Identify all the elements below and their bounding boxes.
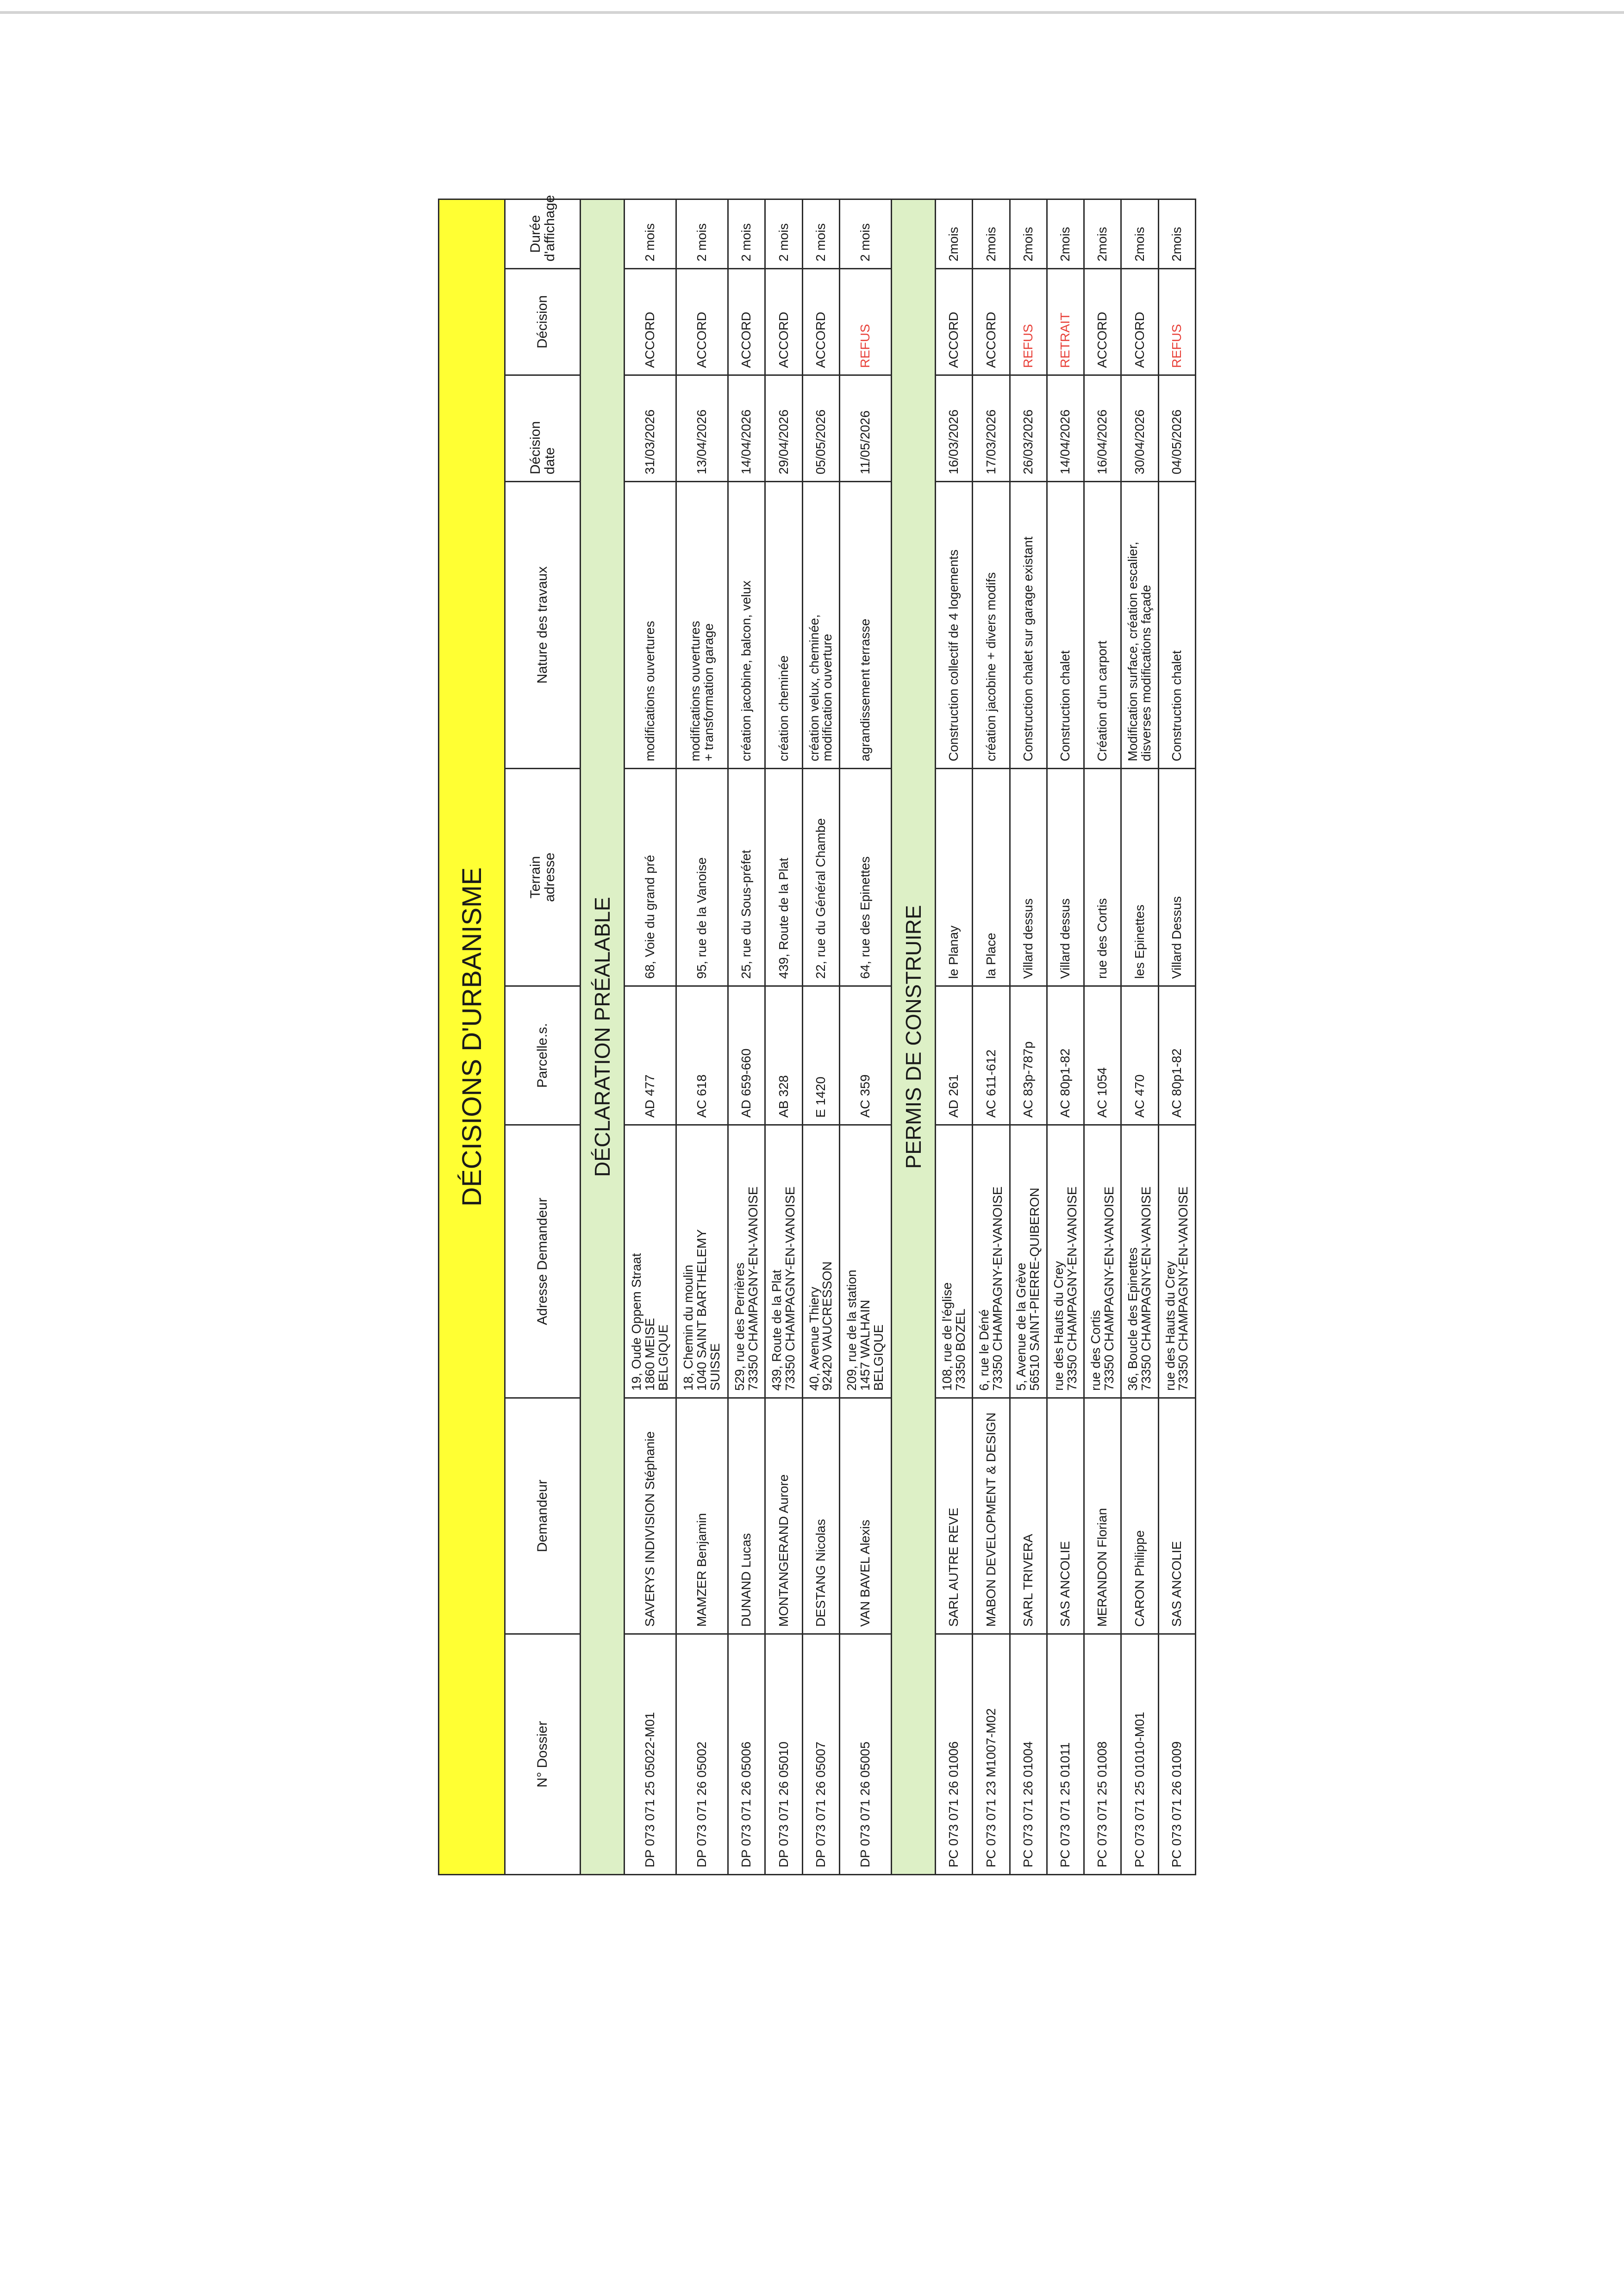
header-adresse: Adresse Demandeur [505, 1125, 581, 1398]
cell-nature: Construction collectif de 4 logements [936, 482, 973, 769]
cell-duree: 2 mois [840, 199, 892, 268]
cell-parcelles: AC 80p1-82 [1047, 986, 1084, 1125]
cell-parcelles: AC 80p1-82 [1158, 986, 1195, 1125]
header-nature: Nature des travaux [505, 482, 581, 769]
cell-parcelles: AC 470 [1121, 986, 1158, 1125]
cell-duree: 2 mois [765, 199, 802, 268]
table-row [676, 199, 728, 1874]
cell-date: 26/03/2026 [1010, 375, 1047, 482]
cell-demandeur: DUNAND Lucas [728, 1398, 765, 1634]
cell-adresse: 18, Chemin du moulin 1040 SAINT BARTHELEMY SUISSE [676, 1125, 728, 1398]
section-row [892, 199, 936, 1874]
cell-parcelles: E 1420 [802, 986, 839, 1125]
cell-dossier: PC 073 071 25 01010-M01 [1121, 1634, 1158, 1875]
cell-terrain: 95, rue de la Vanoise [676, 769, 728, 986]
cell-demandeur: SAS ANCOLIE [1158, 1398, 1195, 1634]
cell-demandeur: VAN BAVEL Alexis [840, 1398, 892, 1634]
cell-adresse: 5, Avenue de la Grève 56510 SAINT-PIERRE-QUIBERON [1010, 1125, 1047, 1398]
section-title: DÉCLARATION PRÉALABLE [581, 199, 625, 1874]
cell-terrain: le Planay [936, 769, 973, 986]
cell-nature: modifications ouvertures + transformation garage [676, 482, 728, 769]
table-row [936, 199, 973, 1874]
header-demandeur: Demandeur [505, 1398, 581, 1634]
cell-demandeur: MABON DEVELOPMENT & DESIGN [973, 1398, 1010, 1634]
cell-parcelles: AD 477 [625, 986, 676, 1125]
cell-terrain: 439, Route de la Plat [765, 769, 802, 986]
table-row [625, 199, 676, 1874]
cell-duree: 2mois [1121, 199, 1158, 268]
cell-dossier: DP 073 071 26 05006 [728, 1634, 765, 1875]
cell-decision: ACCORD [728, 269, 765, 375]
cell-date: 29/04/2026 [765, 375, 802, 482]
cell-demandeur: DESTANG Nicolas [802, 1398, 839, 1634]
cell-nature: création jacobine, balcon, velux [728, 482, 765, 769]
cell-adresse: 108, rue de l'église 73350 BOZEL [936, 1125, 973, 1398]
cell-nature: Construction chalet sur garage existant [1010, 482, 1047, 769]
cell-decision: ACCORD [973, 269, 1010, 375]
table-row [1084, 199, 1121, 1874]
table-row [1121, 199, 1158, 1874]
header-terrain: Terrain adresse [505, 769, 581, 986]
cell-parcelles: AC 1054 [1084, 986, 1121, 1125]
cell-parcelles: AB 328 [765, 986, 802, 1125]
table-row [973, 199, 1010, 1874]
cell-demandeur: CARON Philippe [1121, 1398, 1158, 1634]
cell-decision: ACCORD [1084, 269, 1121, 375]
cell-decision: ACCORD [765, 269, 802, 375]
cell-decision: ACCORD [936, 269, 973, 375]
cell-nature: Modification surface, création escalier, disverses modifications façade [1121, 482, 1158, 769]
cell-terrain: 22, rue du Général Chambe [802, 769, 839, 986]
cell-dossier: DP 073 071 26 05010 [765, 1634, 802, 1875]
cell-terrain: 68, Voie du grand pré [625, 769, 676, 986]
cell-demandeur: MERANDON Florian [1084, 1398, 1121, 1634]
cell-terrain: les Epinettes [1121, 769, 1158, 986]
cell-decision: ACCORD [802, 269, 839, 375]
cell-nature: création cheminée [765, 482, 802, 769]
cell-adresse: 439, Route de la Plat 73350 CHAMPAGNY-EN-VANOISE [765, 1125, 802, 1398]
rotated-document [438, 195, 1196, 1875]
cell-duree: 2mois [973, 199, 1010, 268]
cell-demandeur: SARL TRIVERA [1010, 1398, 1047, 1634]
cell-adresse: 529, rue des Perrières 73350 CHAMPAGNY-EN-VANOISE [728, 1125, 765, 1398]
header-dossier: N° Dossier [505, 1634, 581, 1875]
cell-decision: ACCORD [676, 269, 728, 375]
cell-dossier: DP 073 071 26 05007 [802, 1634, 839, 1875]
cell-parcelles: AC 359 [840, 986, 892, 1125]
cell-dossier: PC 073 071 25 01011 [1047, 1634, 1084, 1875]
cell-terrain: rue des Cortis [1084, 769, 1121, 986]
cell-terrain: Villard dessus [1010, 769, 1047, 986]
cell-dossier: DP 073 071 26 05002 [676, 1634, 728, 1875]
cell-adresse: 6, rue le Déné 73350 CHAMPAGNY-EN-VANOISE [973, 1125, 1010, 1398]
cell-adresse: rue des Hauts du Crey 73350 CHAMPAGNY-EN-VANOISE [1158, 1125, 1195, 1398]
cell-demandeur: MAMZER Benjamin [676, 1398, 728, 1634]
cell-duree: 2 mois [676, 199, 728, 268]
cell-nature: Construction chalet [1047, 482, 1084, 769]
cell-duree: 2mois [1047, 199, 1084, 268]
cell-adresse: rue des Hauts du Crey 73350 CHAMPAGNY-EN-VANOISE [1047, 1125, 1084, 1398]
cell-decision: REFUS [840, 269, 892, 375]
cell-adresse: 19, Oude Oppem Straat 1860 MEISE BELGIQUE [625, 1125, 676, 1398]
cell-date: 05/05/2026 [802, 375, 839, 482]
cell-decision: REFUS [1158, 269, 1195, 375]
cell-adresse: 209, rue de la station 1457 WALHAIN BELGIQUE [840, 1125, 892, 1398]
cell-duree: 2mois [1158, 199, 1195, 268]
header-decision: Décision [505, 269, 581, 375]
header-duree: Durée d'affichage [505, 199, 581, 268]
table-row [765, 199, 802, 1874]
cell-dossier: PC 073 071 23 M1007-M02 [973, 1634, 1010, 1875]
cell-date: 17/03/2026 [973, 375, 1010, 482]
document-title: DÉCISIONS D'URBANISME [439, 199, 505, 1874]
header-date: Décision date [505, 375, 581, 482]
cell-terrain: Villard Dessus [1158, 769, 1195, 986]
decisions-table [438, 195, 1196, 1875]
cell-date: 16/04/2026 [1084, 375, 1121, 482]
cell-nature: Création d'un carport [1084, 482, 1121, 769]
cell-date: 31/03/2026 [625, 375, 676, 482]
cell-nature: modifications ouvertures [625, 482, 676, 769]
cell-terrain: 64, rue des Epinettes [840, 769, 892, 986]
table-row [840, 199, 892, 1874]
cell-demandeur: MONTANGERAND Aurore [765, 1398, 802, 1634]
cell-dossier: PC 073 071 26 01009 [1158, 1634, 1195, 1875]
cell-decision: REFUS [1010, 269, 1047, 375]
cell-parcelles: AD 261 [936, 986, 973, 1125]
table-row [1158, 199, 1195, 1874]
cell-parcelles: AD 659-660 [728, 986, 765, 1125]
scan-top-rule [0, 11, 1624, 14]
header-parcelles: Parcelle.s. [505, 986, 581, 1125]
section-title: PERMIS DE CONSTRUIRE [892, 199, 936, 1874]
cell-dossier: PC 073 071 25 01008 [1084, 1634, 1121, 1875]
cell-parcelles: AC 83p-787p [1010, 986, 1047, 1125]
cell-nature: Construction chalet [1158, 482, 1195, 769]
cell-date: 11/05/2026 [840, 375, 892, 482]
cell-duree: 2 mois [802, 199, 839, 268]
cell-nature: création velux, cheminée, modification ouverture [802, 482, 839, 769]
cell-nature: création jacobine + divers modifs [973, 482, 1010, 769]
cell-date: 04/05/2026 [1158, 375, 1195, 482]
cell-dossier: PC 073 071 26 01004 [1010, 1634, 1047, 1875]
cell-duree: 2mois [936, 199, 973, 268]
cell-duree: 2 mois [625, 199, 676, 268]
cell-demandeur: SAS ANCOLIE [1047, 1398, 1084, 1634]
cell-date: 13/04/2026 [676, 375, 728, 482]
cell-nature: agrandissement terrasse [840, 482, 892, 769]
cell-adresse: 36, Boucle des Epinettes 73350 CHAMPAGNY-EN-VANOISE [1121, 1125, 1158, 1398]
table-row [802, 199, 839, 1874]
cell-parcelles: AC 611-612 [973, 986, 1010, 1125]
section-row [581, 199, 625, 1874]
cell-duree: 2mois [1010, 199, 1047, 268]
cell-dossier: PC 073 071 26 01006 [936, 1634, 973, 1875]
cell-parcelles: AC 618 [676, 986, 728, 1125]
cell-demandeur: SARL AUTRE REVE [936, 1398, 973, 1634]
cell-date: 30/04/2026 [1121, 375, 1158, 482]
cell-date: 14/04/2026 [1047, 375, 1084, 482]
cell-adresse: 40, Avenue Thiery 92420 VAUCRESSON [802, 1125, 839, 1398]
table-row [728, 199, 765, 1874]
cell-duree: 2 mois [728, 199, 765, 268]
cell-terrain: 25, rue du Sous-préfet [728, 769, 765, 986]
cell-date: 16/03/2026 [936, 375, 973, 482]
table-row [1047, 199, 1084, 1874]
cell-date: 14/04/2026 [728, 375, 765, 482]
cell-decision: ACCORD [625, 269, 676, 375]
cell-decision: ACCORD [1121, 269, 1158, 375]
cell-adresse: rue des Cortis 73350 CHAMPAGNY-EN-VANOISE [1084, 1125, 1121, 1398]
cell-terrain: Villard dessus [1047, 769, 1084, 986]
cell-duree: 2mois [1084, 199, 1121, 268]
cell-decision: RETRAIT [1047, 269, 1084, 375]
cell-dossier: DP 073 071 25 05022-M01 [625, 1634, 676, 1875]
cell-dossier: DP 073 071 26 05005 [840, 1634, 892, 1875]
cell-terrain: la Place [973, 769, 1010, 986]
cell-demandeur: SAVERYS INDIVISION Stéphanie [625, 1398, 676, 1634]
table-row [1010, 199, 1047, 1874]
